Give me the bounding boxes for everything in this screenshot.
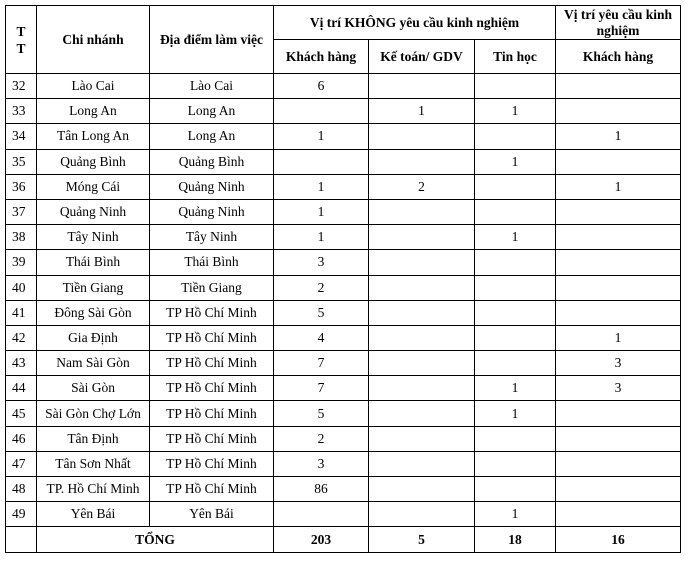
row-customer: 2 (274, 426, 369, 451)
row-location: TP Hồ Chí Minh (150, 300, 274, 325)
row-customer (274, 502, 369, 527)
row-exp-customer (556, 426, 681, 451)
table-row (6, 199, 681, 224)
row-tt: 45 (6, 401, 37, 426)
row-tt: 39 (6, 250, 37, 275)
row-it (475, 174, 556, 199)
table-row (6, 502, 681, 527)
row-tt: 37 (6, 199, 37, 224)
row-accountant (369, 426, 475, 451)
row-branch: Lào Cai (37, 74, 150, 99)
row-customer: 1 (274, 174, 369, 199)
row-exp-customer (556, 149, 681, 174)
row-it (475, 275, 556, 300)
row-location: TP Hồ Chí Minh (150, 351, 274, 376)
row-accountant (369, 451, 475, 476)
row-location: Lào Cai (150, 74, 274, 99)
table-row (6, 477, 681, 502)
row-accountant (369, 477, 475, 502)
row-branch: Tân Sơn Nhất (37, 451, 150, 476)
row-location: Quảng Ninh (150, 199, 274, 224)
row-tt: 38 (6, 225, 37, 250)
recruitment-table-container (5, 5, 681, 553)
header-exp-group: Vị trí yêu cầu kinh nghiệm (556, 6, 681, 40)
row-branch: Móng Cái (37, 174, 150, 199)
row-tt: 34 (6, 124, 37, 149)
table-row (6, 225, 681, 250)
row-exp-customer (556, 502, 681, 527)
row-it: 1 (475, 99, 556, 124)
row-branch: Yên Bái (37, 502, 150, 527)
row-tt: 41 (6, 300, 37, 325)
row-location: Tây Ninh (150, 225, 274, 250)
row-it (475, 351, 556, 376)
table-row (6, 149, 681, 174)
row-it (475, 74, 556, 99)
row-branch: Nam Sài Gòn (37, 351, 150, 376)
header-accountant: Kế toán/ GDV (369, 40, 475, 74)
row-accountant (369, 225, 475, 250)
row-exp-customer (556, 401, 681, 426)
total-tt-cell (6, 527, 37, 553)
row-customer: 7 (274, 351, 369, 376)
row-it (475, 300, 556, 325)
row-branch: TP. Hồ Chí Minh (37, 477, 150, 502)
table-row (6, 401, 681, 426)
row-customer: 2 (274, 275, 369, 300)
row-location: TP Hồ Chí Minh (150, 401, 274, 426)
row-branch: Thái Bình (37, 250, 150, 275)
row-accountant: 2 (369, 174, 475, 199)
row-exp-customer (556, 225, 681, 250)
row-branch: Tây Ninh (37, 225, 150, 250)
row-accountant (369, 376, 475, 401)
row-exp-customer: 1 (556, 174, 681, 199)
row-tt: 46 (6, 426, 37, 451)
row-tt: 40 (6, 275, 37, 300)
row-location: Tiền Giang (150, 275, 274, 300)
row-exp-customer (556, 74, 681, 99)
row-location: Quảng Ninh (150, 174, 274, 199)
row-tt: 36 (6, 174, 37, 199)
row-it (475, 426, 556, 451)
table-row (6, 376, 681, 401)
row-customer: 7 (274, 376, 369, 401)
row-branch: Sài Gòn Chợ Lớn (37, 401, 150, 426)
row-branch: Sài Gòn (37, 376, 150, 401)
row-tt: 44 (6, 376, 37, 401)
table-row (6, 174, 681, 199)
row-accountant (369, 502, 475, 527)
row-exp-customer: 1 (556, 124, 681, 149)
row-tt: 43 (6, 351, 37, 376)
row-branch: Tân Long An (37, 124, 150, 149)
row-it (475, 124, 556, 149)
row-exp-customer (556, 477, 681, 502)
row-customer: 5 (274, 401, 369, 426)
row-exp-customer: 3 (556, 351, 681, 376)
header-branch: Chi nhánh (37, 6, 150, 74)
row-location: TP Hồ Chí Minh (150, 477, 274, 502)
header-tt-label: TT (16, 23, 26, 56)
row-exp-customer (556, 300, 681, 325)
row-accountant (369, 199, 475, 224)
row-exp-customer: 3 (556, 376, 681, 401)
row-tt: 42 (6, 325, 37, 350)
row-tt: 35 (6, 149, 37, 174)
header-location: Địa điểm làm việc (150, 6, 274, 74)
row-exp-customer: 1 (556, 325, 681, 350)
row-customer: 4 (274, 325, 369, 350)
row-accountant (369, 74, 475, 99)
table-row (6, 351, 681, 376)
row-location: TP Hồ Chí Minh (150, 426, 274, 451)
row-customer: 1 (274, 199, 369, 224)
row-customer: 1 (274, 124, 369, 149)
row-accountant (369, 351, 475, 376)
row-it: 1 (475, 502, 556, 527)
row-customer: 6 (274, 74, 369, 99)
row-location: Yên Bái (150, 502, 274, 527)
row-tt: 49 (6, 502, 37, 527)
table-row (6, 74, 681, 99)
header-tt (6, 6, 37, 74)
header-row-1 (6, 6, 681, 40)
table-row (6, 99, 681, 124)
row-customer: 86 (274, 477, 369, 502)
row-location: Long An (150, 99, 274, 124)
total-accountant: 5 (369, 527, 475, 553)
row-accountant (369, 124, 475, 149)
row-branch: Gia Định (37, 325, 150, 350)
recruitment-table (5, 5, 681, 553)
row-tt: 48 (6, 477, 37, 502)
total-label: TỔNG (37, 527, 274, 553)
row-it (475, 325, 556, 350)
row-branch: Tân Định (37, 426, 150, 451)
row-it: 1 (475, 149, 556, 174)
table-row (6, 300, 681, 325)
row-it (475, 477, 556, 502)
row-it (475, 451, 556, 476)
table-row (6, 250, 681, 275)
row-branch: Đông Sài Gòn (37, 300, 150, 325)
row-customer (274, 99, 369, 124)
table-row (6, 124, 681, 149)
row-customer: 3 (274, 250, 369, 275)
row-it: 1 (475, 225, 556, 250)
row-branch: Long An (37, 99, 150, 124)
row-branch: Quảng Ninh (37, 199, 150, 224)
row-location: TP Hồ Chí Minh (150, 325, 274, 350)
total-customer: 203 (274, 527, 369, 553)
header-it: Tin học (475, 40, 556, 74)
row-tt: 47 (6, 451, 37, 476)
row-accountant (369, 401, 475, 426)
row-customer (274, 149, 369, 174)
table-row (6, 325, 681, 350)
row-exp-customer (556, 275, 681, 300)
table-row (6, 275, 681, 300)
row-it: 1 (475, 401, 556, 426)
header-customer: Khách hàng (274, 40, 369, 74)
total-it: 18 (475, 527, 556, 553)
row-customer: 3 (274, 451, 369, 476)
row-location: TP Hồ Chí Minh (150, 451, 274, 476)
row-exp-customer (556, 250, 681, 275)
row-location: Long An (150, 124, 274, 149)
row-accountant (369, 149, 475, 174)
header-no-exp-group: Vị trí KHÔNG yêu cầu kinh nghiệm (274, 6, 556, 40)
row-it (475, 250, 556, 275)
row-customer: 5 (274, 300, 369, 325)
row-accountant (369, 325, 475, 350)
row-accountant: 1 (369, 99, 475, 124)
row-exp-customer (556, 199, 681, 224)
header-exp-customer: Khách hàng (556, 40, 681, 74)
row-location: Quảng Bình (150, 149, 274, 174)
row-exp-customer (556, 451, 681, 476)
row-customer: 1 (274, 225, 369, 250)
total-row (6, 527, 681, 553)
row-tt: 33 (6, 99, 37, 124)
row-location: Thái Bình (150, 250, 274, 275)
row-accountant (369, 250, 475, 275)
row-accountant (369, 300, 475, 325)
table-row (6, 451, 681, 476)
row-it: 1 (475, 376, 556, 401)
row-exp-customer (556, 99, 681, 124)
row-it (475, 199, 556, 224)
row-branch: Tiền Giang (37, 275, 150, 300)
row-location: TP Hồ Chí Minh (150, 376, 274, 401)
row-tt: 32 (6, 74, 37, 99)
table-row (6, 426, 681, 451)
total-exp-customer: 16 (556, 527, 681, 553)
row-accountant (369, 275, 475, 300)
row-branch: Quảng Bình (37, 149, 150, 174)
